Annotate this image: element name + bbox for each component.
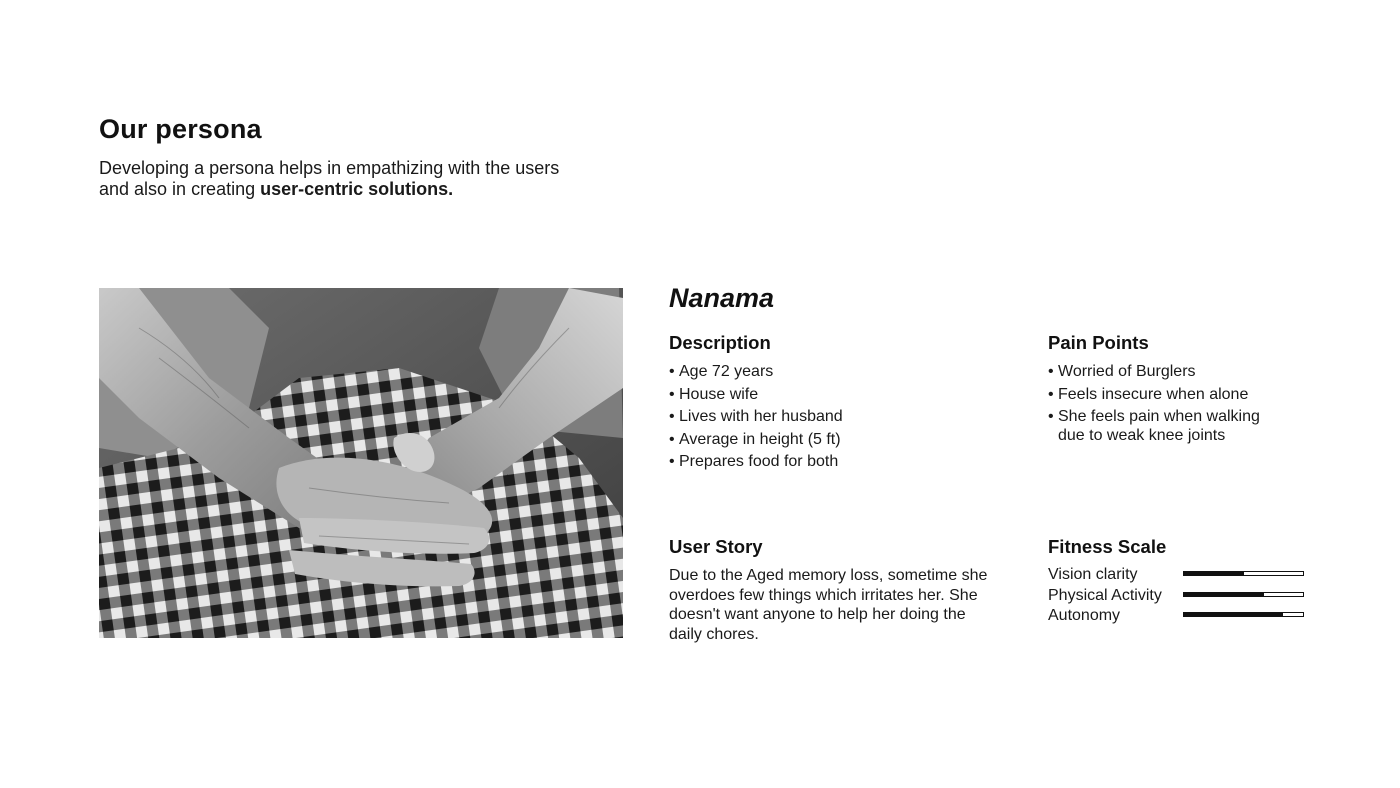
user-story-section	[669, 536, 994, 644]
user-story-text: Due to the Aged memory loss, sometime she overdoes few things which irritates her. She doesn't want anyone to help her doing the daily chores.	[669, 567, 988, 643]
intro-line-2: and also in creating user-centric solutions.	[99, 179, 454, 199]
fitness-row-physical-activity	[1048, 586, 1308, 607]
fitness-scale-section	[1048, 536, 1308, 627]
fitness-bar	[1183, 571, 1304, 576]
page-title: Our persona	[99, 114, 262, 144]
fitness-bar-fill	[1184, 593, 1264, 596]
fitness-bar	[1183, 592, 1304, 597]
fitness-row-vision	[1048, 565, 1308, 586]
list-item: • Worried of Burglers	[1048, 362, 1328, 381]
fitness-bar-fill	[1184, 613, 1283, 616]
fitness-scale-list	[1048, 565, 1308, 627]
fitness-label: Autonomy	[1048, 607, 1121, 624]
intro-text	[99, 158, 639, 200]
description-heading: Description	[669, 332, 771, 353]
persona-photo	[99, 288, 623, 638]
fitness-row-autonomy	[1048, 606, 1308, 627]
fitness-bar	[1183, 612, 1304, 617]
intro-line-1: Developing a persona helps in empathizing with the users	[99, 158, 560, 178]
fitness-label: Physical Activity	[1048, 586, 1162, 604]
list-item: • Feels insecure when alone	[1048, 385, 1328, 404]
pain-points-heading: Pain Points	[1048, 332, 1149, 353]
list-item: • Prepares food for both	[669, 452, 999, 471]
pain-points-section	[1048, 332, 1328, 449]
list-item: • Average in height (5 ft)	[669, 430, 999, 449]
list-item: • She feels pain when walking due to weak knee joints	[1048, 407, 1273, 445]
description-list	[669, 362, 999, 471]
persona-name: Nanama	[669, 283, 775, 313]
list-item: • House wife	[669, 385, 999, 404]
list-item: • Lives with her husband	[669, 407, 999, 426]
fitness-bar-fill	[1184, 572, 1244, 575]
description-section	[669, 332, 999, 475]
fitness-scale-heading: Fitness Scale	[1048, 536, 1167, 557]
user-story-heading: User Story	[669, 536, 763, 557]
fitness-label: Vision clarity	[1048, 566, 1138, 583]
intro-emphasis: user-centric solutions.	[260, 179, 454, 199]
list-item: • Age 72 years	[669, 362, 999, 381]
pain-points-list	[1048, 362, 1328, 445]
